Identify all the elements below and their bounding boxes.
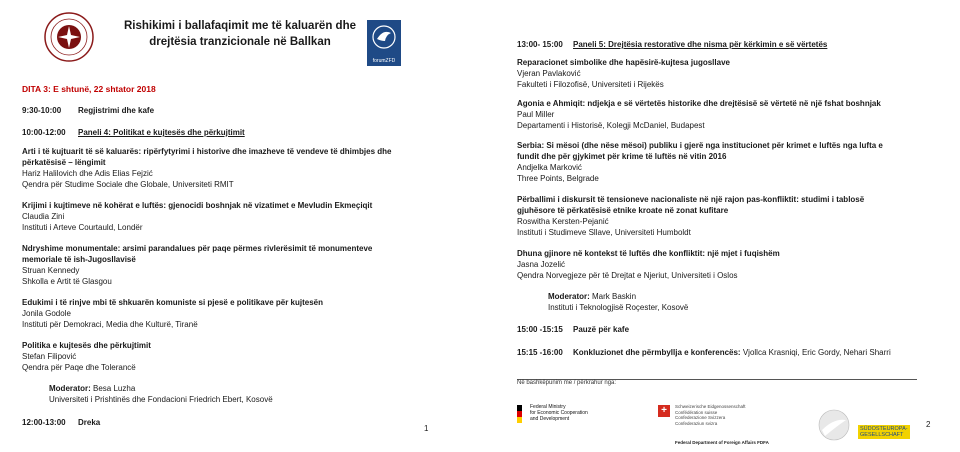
partner-fdfa-name: Federal Department of Foreign Affairs FDFA (675, 440, 769, 445)
talk-title: Reparacionet simbolike dhe hapësirë-kujtesa jugosllave (517, 58, 730, 67)
talk-affiliation: Three Points, Belgrade (517, 174, 599, 183)
title-line-2: drejtësia tranzicionale në Ballkan (149, 36, 331, 48)
page-number: 2 (926, 420, 931, 429)
entry-time: 12:00-13:00 (22, 418, 66, 427)
moderator-label: Moderator: (49, 384, 91, 393)
panel-title: Paneli 4: Politikat e kujtesës dhe përkujtimit (78, 128, 245, 137)
talk-title: Edukimi i të rinjve mbi të shkuarën komuniste si pjesë e politikave për kujtesën (22, 298, 323, 307)
talk-speaker: Andjelka Marković (517, 163, 582, 172)
talk-affiliation: Qendra Norvegjeze për të Drejtat e Njeriut, Universiteti i Oslos (517, 271, 738, 280)
partner-bmz-line-3: and Development (530, 416, 570, 422)
entry-text: Pauzë për kafe (573, 325, 630, 334)
talk-speaker: Jonila Godole (22, 309, 71, 318)
schedule-entry-lunch (22, 418, 100, 428)
entry-time: 9:30-10:00 (22, 106, 62, 115)
talk-title: Krijimi i kujtimeve në kohërat e luftës: gjenocidi boshnjak në vizatimet e Mevludin Ekmeçiqit (22, 201, 373, 210)
talk-affiliation: Instituti i Studimeve Sllave, Universiteti Humboldt (517, 228, 691, 237)
talk-title: Dhuna gjinore në kontekst të luftës dhe konfliktit: një mjet i fuqishëm (517, 249, 780, 258)
talk-title-cont: memoriale të ish-Jugosllavisë (22, 255, 136, 264)
talk-affiliation: Departamenti i Historisë, Kolegji McDaniel, Budapest (517, 121, 705, 130)
talk-speaker: Struan Kennedy (22, 266, 80, 275)
partner-fdfa-line-4: Confederaziun svizra (675, 420, 718, 426)
talk-speaker: Roswitha Kersten-Pejanić (517, 217, 609, 226)
forumzfd-logo (367, 20, 401, 66)
forumzfd-logo-text: forumZFD (372, 58, 396, 64)
talk-title-cont: fundit dhe për gjykimet për krime të luftës në vitin 2016 (517, 152, 727, 161)
schedule-entry-registration (22, 106, 154, 116)
talk-speaker: Stefan Filipović (22, 352, 77, 361)
partner-bmz (530, 404, 588, 422)
partner-bmz-line-2: for Economic Cooperation (530, 410, 588, 416)
partners-label: Në bashkëpunim me / përkrahur nga: (517, 380, 617, 386)
panel-title: Paneli 5: Drejtësia restorative dhe nisma për kërkimin e së vërtetës (573, 40, 828, 49)
entry-time: 15:15 -16:00 (517, 348, 563, 357)
program-page-2 (490, 0, 960, 452)
talk-affiliation: Instituti për Demokraci, Media dhe Kulturë, Tiranë (22, 320, 198, 329)
entry-time: 13:00- 15:00 (517, 40, 563, 49)
entry-time: 10:00-12:00 (22, 128, 66, 137)
partner-suedosteuropa-gesellschaft (858, 425, 910, 439)
talk-speaker: Claudia Zini (22, 212, 65, 221)
talk-speaker: Paul Miller (517, 110, 555, 119)
talk-title: Ndryshime monumentale: arsimi parandalues për paqe përmes rivlerësimit të monumenteve (22, 244, 373, 253)
moderator-name: Mark Baskin (592, 292, 637, 301)
moderator-label: Moderator: (548, 292, 590, 301)
schedule-entry-break (517, 325, 629, 335)
moderator-affiliation: Universiteti i Prishtinës dhe Fondacioni Friedrich Ebert, Kosovë (49, 395, 273, 404)
talk-affiliation: Qendra për Studime Sociale dhe Globale, Universiteti RMIT (22, 180, 234, 189)
closing-label: Konkluzionet dhe përmbyllja e konferencës: (573, 348, 741, 357)
partner-sog-line-2: GESELLSCHAFT (860, 432, 904, 438)
talk-affiliation: Fakulteti i Filozofisë, Universiteti i Rijekës (517, 80, 664, 89)
partner-bmz-line-1: Federal Ministry (530, 404, 566, 410)
moderator-name: Besa Luzha (93, 384, 136, 393)
suedosteuropa-gesellschaft-logo-icon (817, 408, 851, 442)
talk-speaker: Hariz Halilovich dhe Adis Elias Fejzić (22, 169, 153, 178)
schedule-entry-panel-5 (517, 40, 827, 50)
partner-fdfa-line-2: Confédération suisse (675, 409, 718, 415)
entry-text: Dreka (78, 418, 101, 427)
partner-fdfa-line-1: Schweizerische Eidgenossenschaft (675, 404, 746, 409)
talk-affiliation: Shkolla e Artit të Glasgou (22, 277, 112, 286)
page-number: 1 (424, 424, 429, 433)
title-line-1: Rishikimi i ballafaqimit me të kaluarën dhe (124, 20, 356, 32)
talk-affiliation: Instituti i Arteve Courtauld, Londër (22, 223, 143, 232)
conference-title (120, 18, 360, 50)
closing-speakers: Vjollca Krasniqi, Eric Gordy, Nehari Sharri (742, 348, 891, 357)
talk-title-cont: gjuhësore të përkatësisë etnike kroate në zonat kufitare (517, 206, 729, 215)
schedule-entry-panel-4 (22, 128, 245, 138)
day-title: DITA 3: E shtunë, 22 shtator 2018 (22, 84, 156, 94)
partner-fdfa (675, 404, 746, 426)
dove-icon (367, 20, 401, 56)
talk-title: Arti i të kujtuarit të së kaluarës: ripërfytyrimi i historive dhe imazheve të vendeve të dhimbjes dhe (22, 147, 392, 156)
talk-title: Politika e kujtesës dhe përkujtimit (22, 341, 151, 350)
moderator-affiliation: Instituti i Teknologjisë Roçester, Kosovë (548, 303, 689, 312)
university-seal-logo (44, 12, 94, 62)
talk-title: Serbia: Si mësoi (dhe nëse mësoi) publiku i gjerë nga institucionet për krimet e luftës nga lufta e (517, 141, 883, 150)
partner-sog-line-1: SÜDOSTEUROPA- (860, 426, 908, 432)
talk-affiliation: Qendra për Paqe dhe Tolerancë (22, 363, 136, 372)
entry-text: Regjistrimi dhe kafe (78, 106, 155, 115)
talk-speaker: Jasna Jozelić (517, 260, 566, 269)
talk-speaker: Vjeran Pavlaković (517, 69, 581, 78)
talk-title: Agonia e Ahmiqit: ndjekja e së vërtetës historike dhe drejtësisë së vërtetë në një fshat boshnjak (517, 99, 881, 108)
talk-title: Përballimi i diskursit të tensioneve nacionaliste në një rajon pas-konfliktit: studimi i tablosë (517, 195, 865, 204)
talk-title-cont: përkatësisë – lëngimit (22, 158, 106, 167)
moderator (548, 292, 636, 302)
program-page-1 (0, 0, 470, 452)
partner-fdfa-line-3: Confederazione Svizzera (675, 415, 726, 421)
schedule-entry-closing (517, 348, 891, 358)
moderator (49, 384, 135, 394)
german-flag-icon (517, 405, 522, 423)
swiss-cross-icon: + (658, 405, 670, 417)
entry-time: 15:00 -15:15 (517, 325, 563, 334)
